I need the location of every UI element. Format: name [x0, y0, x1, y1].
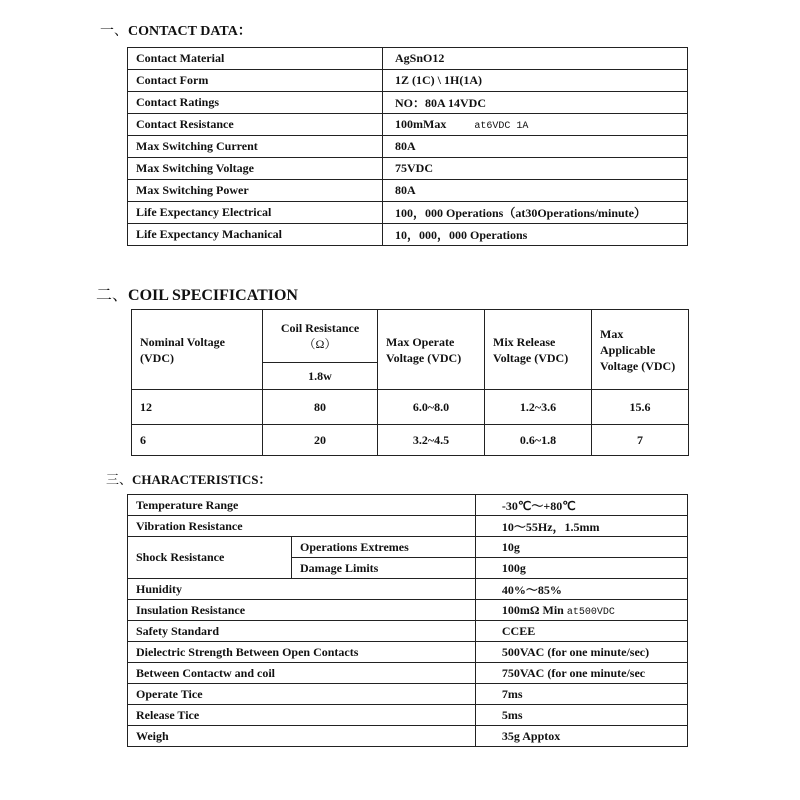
char-row [128, 579, 688, 600]
contact-row [128, 114, 688, 136]
char-row [128, 684, 688, 705]
char-sublabel: Damage Limits [292, 558, 476, 579]
contact-value: 100，000 Operations（at30Operations/minute） [395, 206, 646, 220]
char-label: Safety Standard [128, 621, 476, 642]
coil-cell: 3.2~4.5 [378, 425, 485, 456]
insulation-condition: at500VDC [566, 606, 615, 618]
char-label: Insulation Resistance [128, 600, 476, 621]
characteristics-heading [106, 469, 271, 488]
contact-value: 75VDC [395, 161, 433, 175]
coil-cell: 20 [263, 425, 378, 456]
contact-value: 80A [395, 183, 416, 197]
contact-label: Contact Ratings [128, 92, 383, 114]
contact-value-cell [383, 114, 688, 136]
char-label: Hunidity [128, 579, 476, 600]
max-operate-header: Max Operate Voltage (VDC) [378, 310, 485, 390]
contact-value-cell [383, 224, 688, 246]
contact-value: 100mMax [395, 117, 447, 131]
contact-condition: at6VDC 1A [474, 121, 529, 132]
char-row [128, 705, 688, 726]
contact-label: Max Switching Voltage [128, 158, 383, 180]
contact-label: Life Expectancy Machanical [128, 224, 383, 246]
coil-header-row [132, 310, 689, 363]
contact-row [128, 158, 688, 180]
contact-value-cell [383, 92, 688, 114]
characteristics-table [127, 494, 688, 747]
coil-cell: 15.6 [592, 390, 689, 425]
char-value [475, 600, 687, 621]
coil-resistance-unit: （Ω） [303, 337, 337, 351]
section-number: 三、 [106, 472, 133, 487]
contact-value-cell [383, 158, 688, 180]
char-value: -30℃～+80℃ [475, 495, 687, 516]
char-label: Release Tice [128, 705, 476, 726]
coil-cell: 1.2~3.6 [485, 390, 592, 425]
char-row [128, 663, 688, 684]
char-sublabel: Operations Extremes [292, 537, 476, 558]
section-number: 二、 [96, 287, 129, 304]
contact-value-cell [383, 136, 688, 158]
nominal-voltage-header: Nominal Voltage (VDC) [132, 310, 263, 390]
char-value: 40%～85% [475, 579, 687, 600]
coil-cell: 12 [132, 390, 263, 425]
contact-value: 10，000，000 Operations [395, 228, 528, 242]
char-row [128, 600, 688, 621]
char-value: 10g [475, 537, 687, 558]
contact-label: Max Switching Current [128, 136, 383, 158]
release-voltage-header: Mix Release Voltage (VDC) [485, 310, 592, 390]
contact-value: AgSnO12 [395, 51, 445, 65]
contact-data-table [127, 47, 688, 246]
char-row [128, 537, 688, 558]
char-row [128, 642, 688, 663]
char-row [128, 516, 688, 537]
contact-row [128, 92, 688, 114]
coil-row [132, 425, 689, 456]
char-label: Dielectric Strength Between Open Contacts [128, 642, 476, 663]
contact-label: Life Expectancy Electrical [128, 202, 383, 224]
char-row [128, 621, 688, 642]
char-label: Temperature Range [128, 495, 476, 516]
contact-label: Contact Form [128, 70, 383, 92]
coil-cell: 0.6~1.8 [485, 425, 592, 456]
char-row [128, 726, 688, 747]
contact-value-cell [383, 70, 688, 92]
char-value: 35g Apptox [475, 726, 687, 747]
coil-cell: 7 [592, 425, 689, 456]
char-value: 500VAC (for one minute/sec) [475, 642, 687, 663]
contact-label: Contact Resistance [128, 114, 383, 136]
contact-row [128, 136, 688, 158]
char-label: Shock Resistance [128, 537, 292, 579]
coil-resistance-header [263, 310, 378, 363]
contact-data-heading [100, 20, 252, 40]
contact-value-cell [383, 180, 688, 202]
coil-row [132, 390, 689, 425]
coil-spec-table [131, 309, 689, 456]
section-number: 一、 [100, 24, 128, 39]
coil-power-header: 1.8w [263, 363, 378, 390]
insulation-value: 100mΩ Min [501, 602, 564, 617]
contact-row [128, 202, 688, 224]
char-value: 100g [475, 558, 687, 579]
section-title: CHARACTERISTICS： [132, 472, 272, 487]
contact-value: 80A [395, 139, 416, 153]
section-title: COIL SPECIFICATION [128, 287, 298, 304]
coil-spec-heading [96, 282, 298, 305]
max-applicable-header: Max Applicable Voltage (VDC) [592, 310, 689, 390]
coil-resistance-label: Coil Resistance [280, 321, 360, 335]
coil-cell: 80 [263, 390, 378, 425]
char-row [128, 495, 688, 516]
contact-label: Max Switching Power [128, 180, 383, 202]
contact-row [128, 48, 688, 70]
contact-label: Contact Material [128, 48, 383, 70]
contact-value: 1Z (1C) \ 1H(1A) [395, 73, 482, 87]
contact-row [128, 180, 688, 202]
contact-row [128, 224, 688, 246]
contact-value: NO：80A 14VDC [395, 96, 487, 110]
char-value: 7ms [475, 684, 687, 705]
coil-cell: 6 [132, 425, 263, 456]
char-label: Operate Tice [128, 684, 476, 705]
contact-row [128, 70, 688, 92]
contact-value-cell [383, 48, 688, 70]
char-value: CCEE [475, 621, 687, 642]
char-value: 5ms [475, 705, 687, 726]
char-label: Between Contactw and coil [128, 663, 476, 684]
section-title: CONTACT DATA： [128, 24, 252, 39]
char-value: 10～55Hz，1.5mm [475, 516, 687, 537]
char-value: 750VAC (for one minute/sec [475, 663, 687, 684]
char-label: Vibration Resistance [128, 516, 476, 537]
char-label: Weigh [128, 726, 476, 747]
contact-value-cell [383, 202, 688, 224]
coil-cell: 6.0~8.0 [378, 390, 485, 425]
